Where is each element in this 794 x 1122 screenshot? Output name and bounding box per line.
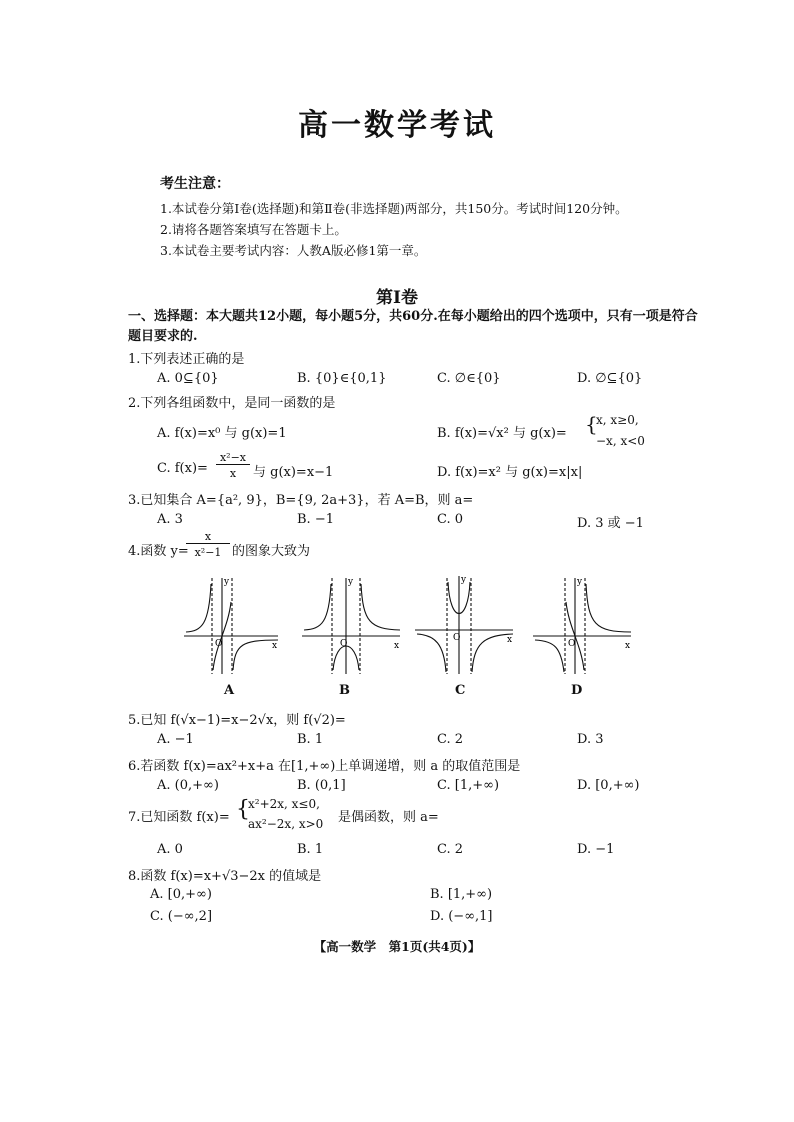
option: B. {0}∈{0,1}	[297, 371, 387, 386]
option: D. (−∞,1]	[430, 909, 493, 924]
option: C. 0	[437, 512, 464, 527]
option: B. (0,1]	[297, 778, 346, 793]
exam-title: 高一数学考试	[298, 108, 496, 143]
piecewise-line: −x, x<0	[596, 434, 645, 448]
option: D. ∅⊆{0}	[577, 371, 643, 386]
option: A. −1	[157, 732, 194, 747]
svg-text:y: y	[348, 577, 354, 587]
piecewise-line: ax²−2x, x>0	[248, 817, 324, 831]
piecewise-line: x, x≥0,	[596, 413, 639, 427]
svg-text:y: y	[461, 575, 467, 585]
option: D. 3	[577, 732, 604, 747]
brace: {	[236, 797, 250, 822]
graph-a	[182, 574, 282, 679]
question-stem: 4.函数 y=	[128, 544, 189, 559]
svg-text:y: y	[224, 577, 230, 587]
option: C. [1,+∞)	[437, 778, 500, 793]
option: C. (−∞,2]	[150, 909, 213, 924]
option: D. 3 或 −1	[577, 516, 644, 531]
svg-text:x: x	[625, 641, 631, 651]
option: D. −1	[577, 842, 615, 857]
svg-text:O: O	[215, 639, 223, 649]
part-title: 第Ⅰ卷	[376, 288, 418, 308]
option: A. 0⊆{0}	[157, 371, 219, 386]
piecewise-line: x²+2x, x≤0,	[248, 797, 320, 811]
brace: {	[585, 412, 598, 436]
option: D. [0,+∞)	[577, 778, 640, 793]
option: A. 0	[157, 842, 183, 857]
page-footer: 【高一数学 第1页(共4页)】	[313, 939, 481, 954]
option: B. f(x)=√x² 与 g(x)=	[437, 426, 567, 441]
fraction-denominator: x	[229, 467, 237, 480]
option-tail: 与 g(x)=x−1	[253, 465, 334, 480]
question-stem: 3.已知集合 A={a², 9}，B={9, 2a+3}，若 A=B，则 a=	[128, 493, 474, 508]
graph-c	[413, 574, 517, 679]
option: B. −1	[297, 512, 334, 527]
option: A. [0,+∞)	[150, 887, 212, 902]
svg-text:x: x	[507, 635, 513, 645]
svg-text:x: x	[394, 641, 400, 651]
fraction-denominator: x²−1	[194, 546, 222, 559]
graph-label: B	[339, 683, 350, 698]
question-stem-tail: 的图象大致为	[232, 544, 311, 559]
question-stem: 7.已知函数 f(x)=	[128, 810, 230, 825]
notice-item: 2.请将各题答案填写在答题卡上。	[160, 222, 347, 237]
notice-item: 3.本试卷主要考试内容：人教A版必修1第一章。	[160, 243, 427, 258]
question-stem: 1.下列表述正确的是	[128, 352, 245, 367]
svg-text:x: x	[272, 641, 278, 651]
option: A. f(x)=x⁰ 与 g(x)=1	[157, 426, 287, 441]
option: C. 2	[437, 842, 464, 857]
fraction-numerator: x	[186, 530, 230, 544]
svg-text:O: O	[568, 639, 576, 649]
svg-text:y: y	[577, 577, 583, 587]
option: A. 3	[157, 512, 183, 527]
graph-label: C	[455, 683, 466, 698]
option: B. 1	[297, 842, 324, 857]
svg-text:O: O	[340, 639, 348, 649]
question-stem: 8.函数 f(x)=x+√3−2x 的值域是	[128, 869, 322, 884]
question-stem: 5.已知 f(√x−1)=x−2√x，则 f(√2)=	[128, 713, 346, 728]
fraction-numerator: x²−x	[216, 451, 250, 465]
graph-label: D	[571, 683, 583, 698]
option: A. (0,+∞)	[157, 778, 219, 793]
notice-heading: 考生注意：	[160, 176, 230, 192]
svg-text:O: O	[453, 633, 461, 643]
option: D. f(x)=x² 与 g(x)=x|x|	[437, 465, 583, 480]
graph-d	[531, 574, 635, 679]
option: B. [1,+∞)	[430, 887, 493, 902]
section-instructions: 一、选择题：本大题共12小题，每小题5分，共60分.在每小题给出的四个选项中，只有一项是符合题目要求的.	[128, 309, 698, 344]
graph-label: A	[224, 683, 235, 698]
graph-b	[300, 574, 404, 679]
question-stem: 2.下列各组函数中，是同一函数的是	[128, 396, 336, 411]
option: C. f(x)=	[157, 461, 208, 476]
question-stem-tail: 是偶函数，则 a=	[338, 810, 439, 825]
option: B. 1	[297, 732, 324, 747]
question-stem: 6.若函数 f(x)=ax²+x+a 在[1,+∞)上单调递增，则 a 的取值范围是	[128, 759, 521, 774]
option: C. ∅∈{0}	[437, 371, 501, 386]
option: C. 2	[437, 732, 464, 747]
notice-item: 1.本试卷分第Ⅰ卷(选择题)和第Ⅱ卷(非选择题)两部分，共150分。考试时间120分钟。	[160, 201, 628, 216]
